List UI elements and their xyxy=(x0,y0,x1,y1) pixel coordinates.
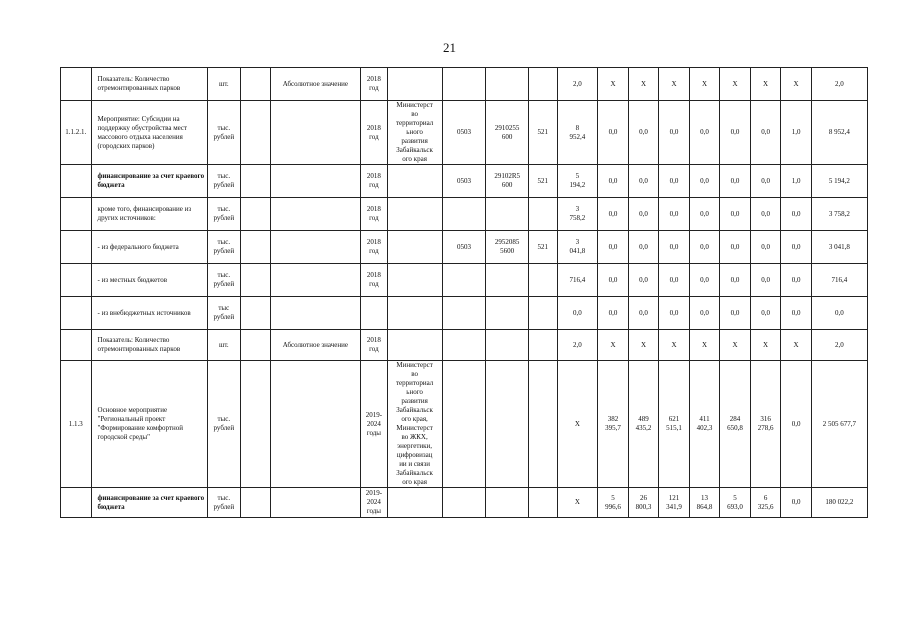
unit-cell: тыс. рублей xyxy=(207,101,241,165)
indicator-type-cell: Абсолютное значение xyxy=(270,68,361,101)
item-name: Мероприятие: Субсидии на поддержку обустройства мест массового отдыха населения (городских парков) xyxy=(91,101,207,165)
value-cell: 0,0 xyxy=(781,264,812,297)
value-cell: 0,0 xyxy=(659,165,690,198)
empty-cell xyxy=(241,361,271,488)
total-cell: 2,0 xyxy=(811,330,867,361)
value-cell: 8 952,4 xyxy=(557,101,598,165)
total-cell: 3 041,8 xyxy=(811,231,867,264)
item-name: - из местных бюджетов xyxy=(91,264,207,297)
empty-cell xyxy=(241,165,271,198)
table-row xyxy=(61,488,868,518)
csr-code-cell xyxy=(486,330,529,361)
value-cell: 0,0 xyxy=(659,264,690,297)
table-row xyxy=(61,101,868,165)
value-cell: X xyxy=(598,330,629,361)
total-cell: 5 194,2 xyxy=(811,165,867,198)
value-cell: 0,0 xyxy=(720,165,751,198)
value-cell: 0,0 xyxy=(750,165,781,198)
gr-code-cell xyxy=(442,330,486,361)
executor-cell: Министерст во территориал ьного развития Забайкальск ого края xyxy=(387,101,442,165)
value-cell: 0,0 xyxy=(750,297,781,330)
gr-code-cell xyxy=(442,361,486,488)
value-cell: X xyxy=(720,330,751,361)
value-cell: 0,0 xyxy=(781,361,812,488)
value-cell: 0,0 xyxy=(720,101,751,165)
table-row xyxy=(61,231,868,264)
period-cell: 2018 год xyxy=(361,68,387,101)
value-cell: 3 758,2 xyxy=(557,198,598,231)
value-cell: X xyxy=(628,68,659,101)
value-cell: 3 041,8 xyxy=(557,231,598,264)
csr-code-cell xyxy=(486,264,529,297)
value-cell: X xyxy=(689,68,720,101)
unit-cell: тыс. рублей xyxy=(207,198,241,231)
indicator-type-cell xyxy=(270,101,361,165)
value-cell: 1,0 xyxy=(781,165,812,198)
period-cell: 2018 год xyxy=(361,165,387,198)
csr-code-cell xyxy=(486,488,529,518)
item-name: Показатель: Количество отремонтированных парков xyxy=(91,330,207,361)
value-cell: X xyxy=(557,361,598,488)
empty-cell xyxy=(241,297,271,330)
indicator-type-cell xyxy=(270,361,361,488)
gr-code-cell xyxy=(442,68,486,101)
value-cell: 2,0 xyxy=(557,68,598,101)
unit-cell: тыс. рублей xyxy=(207,165,241,198)
item-name: финансирование за счет краевого бюджета xyxy=(91,165,207,198)
item-name: - из федерального бюджета xyxy=(91,231,207,264)
indicator-type-cell xyxy=(270,231,361,264)
value-cell: 5 693,0 xyxy=(720,488,751,518)
executor-cell xyxy=(387,297,442,330)
unit-cell: тыс. рублей xyxy=(207,488,241,518)
value-cell: X xyxy=(720,68,751,101)
value-cell: 0,0 xyxy=(781,198,812,231)
csr-code-cell xyxy=(486,297,529,330)
value-cell: 0,0 xyxy=(750,231,781,264)
table-row xyxy=(61,264,868,297)
table-row xyxy=(61,361,868,488)
vr-code-cell xyxy=(529,297,557,330)
item-code: 1.1.2.1. xyxy=(61,101,92,165)
value-cell: 0,0 xyxy=(659,297,690,330)
gr-code-cell xyxy=(442,488,486,518)
table-row xyxy=(61,198,868,231)
period-cell: 2018 год xyxy=(361,264,387,297)
budget-table xyxy=(60,67,868,518)
item-name: финансирование за счет краевого бюджета xyxy=(91,488,207,518)
csr-code-cell: 2910255 600 xyxy=(486,101,529,165)
value-cell: 0,0 xyxy=(720,264,751,297)
value-cell: 0,0 xyxy=(689,165,720,198)
gr-code-cell xyxy=(442,198,486,231)
item-code xyxy=(61,68,92,101)
indicator-type-cell: Абсолютное значение xyxy=(270,330,361,361)
executor-cell xyxy=(387,198,442,231)
indicator-type-cell xyxy=(270,198,361,231)
item-code xyxy=(61,264,92,297)
value-cell: 0,0 xyxy=(598,165,629,198)
period-cell: 2019- 2024 годы xyxy=(361,488,387,518)
unit-cell: тыс. рублей xyxy=(207,264,241,297)
value-cell: X xyxy=(781,68,812,101)
vr-code-cell xyxy=(529,68,557,101)
value-cell: 0,0 xyxy=(628,297,659,330)
executor-cell: Министерст во территориал ьного развития Забайкальск ого края, Министерст во ЖКХ, энергетики, цифровизац ии и связи Забайкальск ого края xyxy=(387,361,442,488)
value-cell: X xyxy=(557,488,598,518)
vr-code-cell: 521 xyxy=(529,165,557,198)
value-cell: 26 800,3 xyxy=(628,488,659,518)
gr-code-cell: 0503 xyxy=(442,231,486,264)
value-cell: 0,0 xyxy=(689,101,720,165)
value-cell: 0,0 xyxy=(628,198,659,231)
budget-table-body xyxy=(61,68,868,518)
unit-cell: тыс рублей xyxy=(207,297,241,330)
value-cell: 0,0 xyxy=(557,297,598,330)
empty-cell xyxy=(241,231,271,264)
value-cell: X xyxy=(781,330,812,361)
value-cell: 0,0 xyxy=(598,198,629,231)
table-row xyxy=(61,330,868,361)
total-cell: 8 952,4 xyxy=(811,101,867,165)
period-cell xyxy=(361,297,387,330)
value-cell: 411 402,3 xyxy=(689,361,720,488)
value-cell: X xyxy=(689,330,720,361)
table-row xyxy=(61,165,868,198)
value-cell: 382 395,7 xyxy=(598,361,629,488)
period-cell: 2018 год xyxy=(361,101,387,165)
value-cell: 0,0 xyxy=(659,198,690,231)
table-row xyxy=(61,68,868,101)
executor-cell xyxy=(387,68,442,101)
gr-code-cell: 0503 xyxy=(442,101,486,165)
csr-code-cell: 29102R5 600 xyxy=(486,165,529,198)
table-row xyxy=(61,297,868,330)
value-cell: 316 278,6 xyxy=(750,361,781,488)
value-cell: 0,0 xyxy=(689,297,720,330)
unit-cell: тыс. рублей xyxy=(207,231,241,264)
item-name: Основное мероприятие "Региональный проект "Формирование комфортной городской среды" xyxy=(91,361,207,488)
value-cell: X xyxy=(659,330,690,361)
csr-code-cell xyxy=(486,361,529,488)
value-cell: 0,0 xyxy=(750,101,781,165)
value-cell: X xyxy=(750,68,781,101)
value-cell: 0,0 xyxy=(598,231,629,264)
value-cell: 0,0 xyxy=(628,101,659,165)
page-number: 21 xyxy=(443,40,456,55)
csr-code-cell xyxy=(486,198,529,231)
unit-cell: тыс. рублей xyxy=(207,361,241,488)
empty-cell xyxy=(241,488,271,518)
vr-code-cell: 521 xyxy=(529,101,557,165)
vr-code-cell: 521 xyxy=(529,231,557,264)
value-cell: 121 341,9 xyxy=(659,488,690,518)
item-name: - из внебюджетных источников xyxy=(91,297,207,330)
item-code xyxy=(61,330,92,361)
value-cell: 0,0 xyxy=(750,264,781,297)
vr-code-cell xyxy=(529,330,557,361)
value-cell: 1,0 xyxy=(781,101,812,165)
item-code: 1.1.3 xyxy=(61,361,92,488)
item-code xyxy=(61,198,92,231)
csr-code-cell xyxy=(486,68,529,101)
executor-cell xyxy=(387,231,442,264)
indicator-type-cell xyxy=(270,165,361,198)
csr-code-cell: 2952085 5600 xyxy=(486,231,529,264)
value-cell: 0,0 xyxy=(598,264,629,297)
value-cell: 0,0 xyxy=(781,297,812,330)
total-cell: 716,4 xyxy=(811,264,867,297)
value-cell: 284 650,8 xyxy=(720,361,751,488)
value-cell: 0,0 xyxy=(720,231,751,264)
vr-code-cell xyxy=(529,361,557,488)
value-cell: 0,0 xyxy=(598,297,629,330)
item-code xyxy=(61,297,92,330)
total-cell: 2,0 xyxy=(811,68,867,101)
value-cell: X xyxy=(659,68,690,101)
item-name: кроме того, финансирование из других источников: xyxy=(91,198,207,231)
value-cell: 13 864,8 xyxy=(689,488,720,518)
executor-cell xyxy=(387,330,442,361)
item-name: Показатель: Количество отремонтированных парков xyxy=(91,68,207,101)
gr-code-cell xyxy=(442,264,486,297)
executor-cell xyxy=(387,488,442,518)
value-cell: 716,4 xyxy=(557,264,598,297)
period-cell: 2018 год xyxy=(361,198,387,231)
indicator-type-cell xyxy=(270,297,361,330)
indicator-type-cell xyxy=(270,488,361,518)
period-cell: 2019- 2024 годы xyxy=(361,361,387,488)
total-cell: 180 022,2 xyxy=(811,488,867,518)
period-cell: 2018 год xyxy=(361,231,387,264)
total-cell: 0,0 xyxy=(811,297,867,330)
value-cell: 0,0 xyxy=(628,165,659,198)
value-cell: 0,0 xyxy=(689,264,720,297)
value-cell: 0,0 xyxy=(750,198,781,231)
empty-cell xyxy=(241,264,271,297)
executor-cell xyxy=(387,165,442,198)
value-cell: 0,0 xyxy=(628,264,659,297)
value-cell: 621 515,1 xyxy=(659,361,690,488)
gr-code-cell: 0503 xyxy=(442,165,486,198)
item-code xyxy=(61,231,92,264)
empty-cell xyxy=(241,198,271,231)
value-cell: 0,0 xyxy=(628,231,659,264)
value-cell: 0,0 xyxy=(659,101,690,165)
value-cell: 0,0 xyxy=(689,198,720,231)
value-cell: 5 996,6 xyxy=(598,488,629,518)
value-cell: X xyxy=(750,330,781,361)
empty-cell xyxy=(241,101,271,165)
total-cell: 2 505 677,7 xyxy=(811,361,867,488)
vr-code-cell xyxy=(529,198,557,231)
value-cell: X xyxy=(598,68,629,101)
value-cell: 0,0 xyxy=(781,488,812,518)
unit-cell: шт. xyxy=(207,68,241,101)
vr-code-cell xyxy=(529,488,557,518)
indicator-type-cell xyxy=(270,264,361,297)
value-cell: 0,0 xyxy=(689,231,720,264)
value-cell: 5 194,2 xyxy=(557,165,598,198)
period-cell: 2018 год xyxy=(361,330,387,361)
unit-cell: шт. xyxy=(207,330,241,361)
value-cell: 0,0 xyxy=(720,297,751,330)
total-cell: 3 758,2 xyxy=(811,198,867,231)
executor-cell xyxy=(387,264,442,297)
value-cell: 6 325,6 xyxy=(750,488,781,518)
gr-code-cell xyxy=(442,297,486,330)
empty-cell xyxy=(241,330,271,361)
value-cell: 0,0 xyxy=(720,198,751,231)
item-code xyxy=(61,165,92,198)
value-cell: 0,0 xyxy=(659,231,690,264)
value-cell: 0,0 xyxy=(781,231,812,264)
value-cell: 2,0 xyxy=(557,330,598,361)
value-cell: X xyxy=(628,330,659,361)
empty-cell xyxy=(241,68,271,101)
item-code xyxy=(61,488,92,518)
vr-code-cell xyxy=(529,264,557,297)
value-cell: 489 435,2 xyxy=(628,361,659,488)
value-cell: 0,0 xyxy=(598,101,629,165)
